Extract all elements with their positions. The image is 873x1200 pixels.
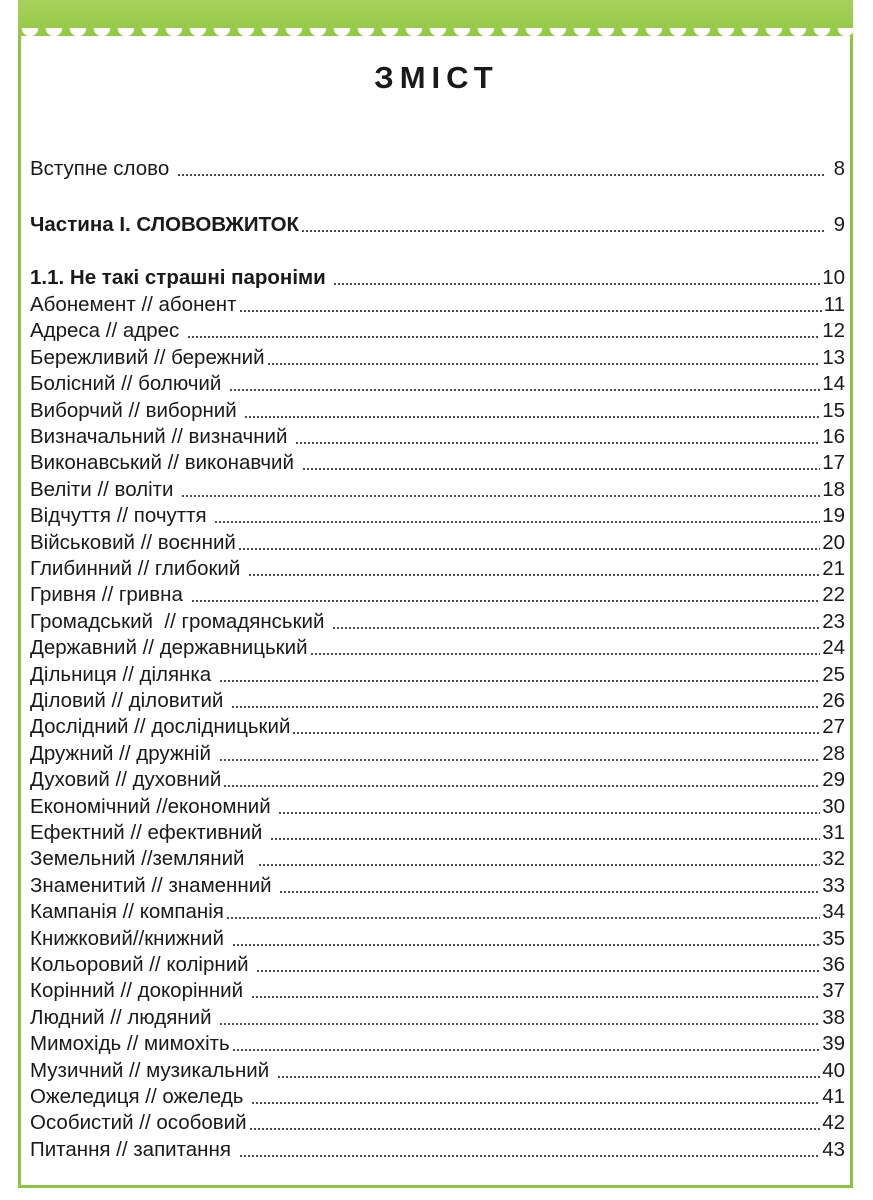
toc-entry-title: Знаменитий // знаменний [30, 873, 278, 897]
toc-entry[interactable] [30, 370, 845, 397]
toc-entry-page-number: 21 [822, 557, 845, 580]
toc-entry-page-number: 20 [822, 530, 845, 554]
dot-leader [292, 732, 820, 734]
toc-entry-title: Адреса // адрес [30, 319, 185, 343]
dot-leader [278, 812, 820, 814]
toc-entry-title: Питання // запитання [30, 1137, 237, 1161]
toc-entry-title: Гривня // гривна [30, 583, 189, 607]
toc-entry[interactable] [30, 155, 845, 182]
dot-leader [256, 970, 820, 972]
toc-entry[interactable] [30, 898, 845, 925]
toc-entry-page-number: 26 [822, 689, 845, 712]
toc-entry[interactable] [30, 687, 845, 714]
toc-entry-page-number: 40 [822, 1058, 845, 1082]
toc-entry[interactable] [30, 608, 845, 635]
toc-entry-title: Економічний //економний [30, 794, 277, 818]
toc-entry-page-number: 15 [822, 398, 845, 422]
dot-leader [244, 416, 820, 418]
dot-leader [267, 363, 821, 365]
toc-entry-title: Громадський // громадянський [30, 609, 331, 633]
toc-entry-page-number: 28 [822, 741, 845, 765]
toc-entry-page-number: 34 [822, 900, 845, 924]
toc-entry[interactable] [30, 397, 845, 424]
dot-leader [181, 495, 820, 497]
toc-entry-title: Кампанія // компанія [30, 900, 224, 924]
dot-leader [332, 627, 820, 629]
toc-entry-title: Музичний // музикальний [30, 1058, 275, 1082]
dot-leader [239, 1155, 821, 1157]
toc-entry-page-number: 25 [822, 662, 845, 686]
dot-leader [232, 944, 821, 946]
toc-entry-page-number: 42 [822, 1111, 845, 1135]
toc-entry-page-number: 37 [822, 979, 845, 1003]
toc-entry-title: Частина I. СЛОВОВЖИТОК [30, 213, 300, 236]
toc-entry-page-number: 17 [822, 451, 845, 475]
toc-entry-title: Корінний // докорінний [30, 979, 249, 1003]
dot-leader [219, 680, 820, 682]
toc-entry-title: Абонемент // абонент [30, 293, 237, 316]
toc-entry[interactable] [30, 872, 845, 899]
page-title: ЗМІСТ [374, 60, 499, 95]
toc-entry[interactable] [30, 581, 845, 608]
toc-entry-page-number: 9 [833, 213, 845, 236]
toc-entry[interactable] [30, 951, 845, 978]
toc-entry-page-number: 29 [822, 768, 845, 792]
toc-entry-page-number: 12 [822, 319, 845, 343]
dot-leader [223, 785, 820, 787]
toc-entry-title: Ефектний // ефективний [30, 821, 269, 844]
dot-leader [219, 1023, 820, 1025]
toc-entry-page-number: 41 [822, 1085, 845, 1108]
toc-entry-page-number: 38 [822, 1005, 845, 1029]
dot-leader [301, 230, 825, 232]
toc-entry-title: Земельний //земляний [30, 847, 256, 871]
toc-entry[interactable] [30, 476, 845, 503]
toc-entry[interactable] [30, 766, 845, 793]
toc-entry-title: 1.1. Не такі страшні пароніми [30, 266, 332, 289]
toc-entry-title: Відчуття // почуття [30, 504, 213, 528]
toc-entry[interactable] [30, 740, 845, 767]
toc-entry-title: Виборчий // виборний [30, 398, 243, 422]
dot-leader [310, 653, 821, 655]
toc-entry-title: Дослідний // дослідницький [30, 715, 291, 739]
scalloped-edge [18, 28, 853, 36]
toc-entry-title: Державний // державницький [30, 636, 308, 660]
toc-entry-page-number: 22 [822, 583, 845, 607]
toc-entry-page-number: 32 [822, 847, 845, 871]
dot-leader [214, 521, 820, 523]
toc-entry-title: Дружний // дружній [30, 741, 217, 765]
toc-entry-page-number: 11 [823, 293, 845, 316]
toc-entry-page-number: 24 [822, 636, 845, 660]
toc-entry-page-number: 31 [822, 821, 845, 844]
dot-leader [277, 1076, 820, 1078]
toc-entry-page-number: 19 [822, 504, 845, 528]
toc-entry-page-number: 43 [822, 1137, 845, 1161]
toc-entry[interactable] [30, 1136, 845, 1163]
toc-entry[interactable] [30, 661, 845, 688]
toc-entry-page-number: 14 [822, 372, 845, 396]
dot-leader [187, 336, 820, 338]
dot-leader [231, 706, 820, 708]
toc-entry-page-number: 36 [822, 953, 845, 976]
toc-entry[interactable] [30, 1004, 845, 1031]
toc-entry-title: Мимохідь // мимохіть [30, 1032, 230, 1056]
dot-leader [302, 468, 821, 470]
toc-entry[interactable] [30, 555, 845, 582]
toc-entry-page-number: 30 [822, 794, 845, 818]
dot-leader [229, 389, 820, 391]
toc-entry-title: Виконавський // виконавчий [30, 451, 300, 475]
toc-entry-title: Людний // людяний [30, 1005, 218, 1029]
dot-leader [295, 442, 820, 444]
toc-entry[interactable] [30, 793, 845, 820]
toc-entry-page-number: 16 [822, 425, 845, 448]
dot-leader [270, 838, 820, 840]
toc-entry[interactable] [30, 449, 845, 476]
toc-entry[interactable] [30, 529, 845, 556]
dot-leader [177, 174, 825, 176]
toc-entry[interactable] [30, 845, 845, 872]
dot-leader [232, 1049, 820, 1051]
toc-entry[interactable] [30, 1057, 845, 1084]
toc-entry-title: Кольоровий // колірний [30, 953, 255, 976]
toc-entry-title: Визначальний // визначний [30, 425, 294, 448]
toc-entry-title: Діловий // діловитий [30, 689, 230, 712]
toc-entry[interactable] [30, 977, 845, 1004]
toc-entry[interactable] [30, 423, 845, 450]
toc-entry-title: Глибинний // глибокий [30, 557, 247, 580]
toc-entry[interactable] [30, 713, 845, 740]
toc-entry[interactable] [30, 264, 845, 291]
dot-leader [333, 283, 820, 285]
toc-entry[interactable] [30, 1109, 845, 1136]
toc-entry-title: Особистий // особовий [30, 1111, 247, 1135]
dot-leader [258, 864, 820, 866]
decorative-header-band [18, 0, 853, 36]
toc-entry-title: Ожеледиця // ожеледь [30, 1085, 250, 1108]
dot-leader [249, 1128, 821, 1130]
dot-leader [279, 891, 820, 893]
dot-leader [239, 310, 822, 312]
toc-entry-page-number: 35 [822, 926, 845, 950]
toc-entry-page-number: 13 [822, 345, 845, 369]
toc-entry-title: Вступне слово [30, 157, 175, 180]
dot-leader [251, 996, 820, 998]
toc-entry[interactable] [30, 502, 845, 529]
toc-entry-page-number: 27 [822, 715, 845, 739]
toc-entry[interactable] [30, 1083, 845, 1110]
toc-entry[interactable] [30, 1030, 845, 1057]
toc-entry[interactable] [30, 925, 845, 952]
toc-entry[interactable] [30, 634, 845, 661]
toc-entry-title: Духовий // духовний [30, 768, 222, 792]
toc-entry-title: Дільниця // ділянка [30, 662, 217, 686]
toc-entry[interactable] [30, 344, 845, 371]
toc-entry[interactable] [30, 819, 845, 846]
dot-leader [219, 759, 821, 761]
toc-entry-page-number: 23 [822, 609, 845, 633]
toc-entry-title: Військовий // воєнний [30, 530, 236, 554]
toc-entry[interactable] [30, 211, 845, 238]
dot-leader [191, 600, 821, 602]
toc-entry-title: Книжковий//книжний [30, 926, 230, 950]
toc-entry-page-number: 33 [822, 873, 845, 897]
toc-entry-title: Болісний // болючий [30, 372, 228, 396]
dot-leader [251, 1102, 820, 1104]
toc-entry-title: Бережливий // бережний [30, 345, 265, 369]
dot-leader [248, 574, 820, 576]
toc-entry-page-number: 10 [822, 266, 845, 289]
dot-leader [226, 917, 820, 919]
toc-entry-page-number: 8 [833, 157, 845, 180]
toc-entry-page-number: 39 [822, 1032, 845, 1056]
toc-entry[interactable] [30, 291, 845, 318]
dot-leader [238, 548, 820, 550]
toc-entry[interactable] [30, 317, 845, 344]
toc-entry-page-number: 18 [822, 477, 845, 501]
toc-entry-title: Веліти // воліти [30, 477, 180, 501]
